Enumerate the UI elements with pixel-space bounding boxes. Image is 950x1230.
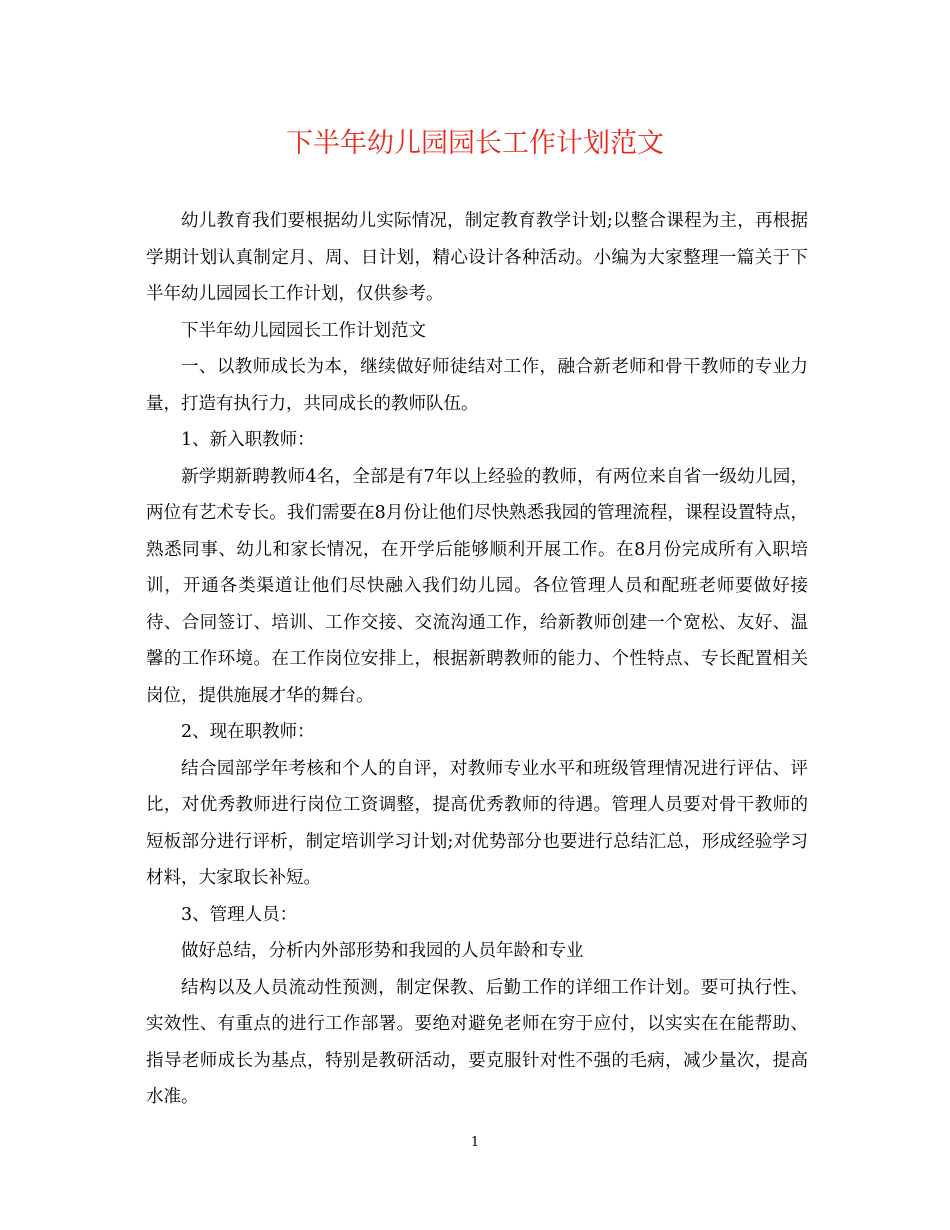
section-one-paragraph: 一、以教师成长为本，继续做好师徒结对工作，融合新老师和骨干教师的专业力量，打造有执行力，共同成长的教师队伍。 — [146, 357, 808, 414]
subtitle-paragraph: 下半年幼儿园园长工作计划范文 — [181, 320, 426, 341]
current-teachers-paragraph: 结合园部学年考核和个人的自评，对教师专业水平和班级管理情况进行评估、评比，对优秀教师进行岗位工资调整，提高优秀教师的待遇。管理人员要对骨干教师的短板部分进行评析，制定培训学习计划;对优势部分也要进行总结汇总，形成经验学习材料，大家取长补短。 — [146, 758, 808, 888]
management-paragraph-2: 结构以及人员流动性预测，制定保教、后勤工作的详细工作计划。要可执行性、实效性、有重点的进行工作部署。要绝对避免老师在穷于应付，以实实在在能帮助、指导老师成长为基点，特别是教研活动，要克服针对性不强的毛病，减少量次，提高水准。 — [146, 977, 808, 1107]
management-paragraph-1: 做好总结，分析内外部形势和我园的人员年龄和专业 — [181, 941, 584, 961]
new-teachers-paragraph: 新学期新聘教师4名，全部是有7年以上经验的教师，有两位来自省一级幼儿园，两位有艺术专长。我们需要在8月份让他们尽快熟悉我园的管理流程，课程设置特点，熟悉同事、幼儿和家长情况，在开学后能够顺利开展工作。在8月份完成所有入职培训，开通各类渠道让他们尽快融入我们幼儿园。各位管理人员和配班老师要做好接待、合同签订、培训、工作交接、交流沟通工作，给新教师创建一个宽松、友好、温馨的工作环境。在工作岗位安排上，根据新聘教师的能力、个性特点、专长配置相关岗位，提供施展才华的舞台。 — [146, 466, 808, 706]
heading-current-teachers: 2、现在职教师： — [181, 722, 315, 742]
document-title: 下半年幼儿园园长工作计划范文 — [286, 128, 664, 159]
heading-new-teachers: 1、新入职教师： — [181, 430, 315, 450]
document-body — [146, 203, 808, 1116]
heading-management: 3、管理人员： — [181, 904, 298, 925]
intro-paragraph: 幼儿教育我们要根据幼儿实际情况，制定教育教学计划;以整合课程为主，再根据学期计划认真制定月、周、日计划，精心设计各种活动。小编为大家整理一篇关于下半年幼儿园园长工作计划，仅供参考。 — [146, 211, 808, 304]
page-number: 1 — [470, 1135, 480, 1150]
